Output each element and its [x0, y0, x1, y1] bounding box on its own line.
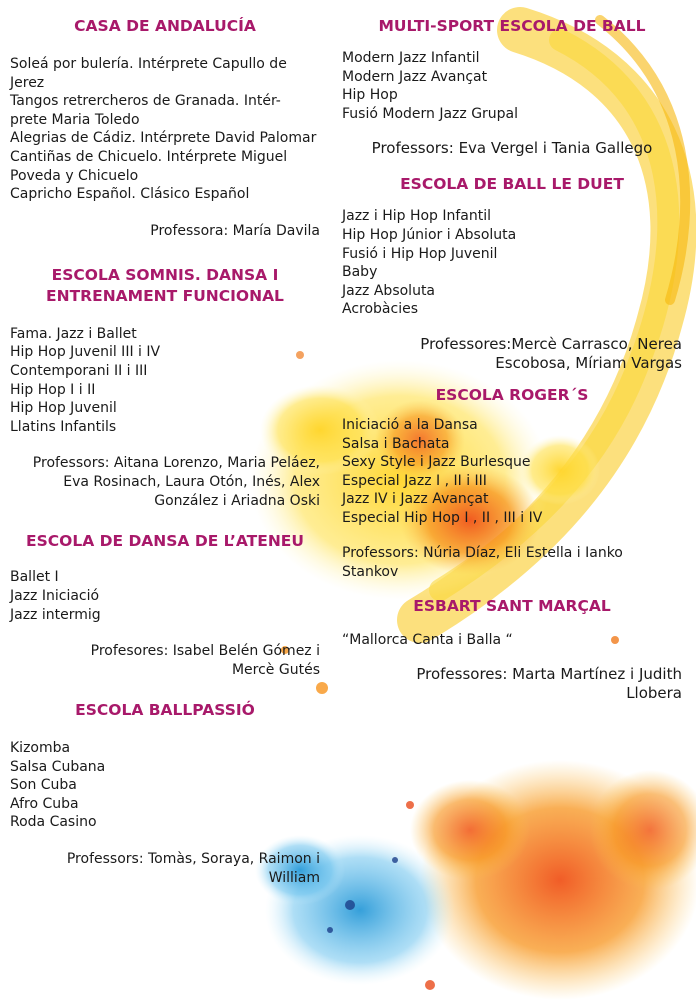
teacher-credit: Professors: Tomàs, Soraya, Raimon i William — [66, 851, 320, 887]
list-item: Jazz IV i Jazz Avançat — [342, 491, 489, 508]
list-item: Llatins Infantils — [10, 418, 117, 435]
section-le-duet — [342, 174, 682, 373]
class-list — [342, 49, 682, 123]
teacher-credit: Professora: María Davila — [150, 222, 320, 239]
teacher-credit: Professores:Mercè Carrasco, Nerea Escobosa, Míriam Vargas — [420, 334, 682, 372]
list-item: Contemporani II i III — [10, 362, 148, 379]
left-column — [10, 16, 320, 888]
section-heading: MULTI-SPORT ESCOLA DE BALL — [378, 17, 646, 35]
list-item: Cantiñas de Chicuelo. Intérprete Miguel Poveda y Chicuelo — [10, 148, 288, 184]
list-item: Hip Hop Juvenil — [10, 400, 117, 417]
teacher-credit: Professors: Aitana Lorenzo, Maria Peláez, Eva Rosinach, Laura Otón, Inés, Alex González i Ariadna Oski — [32, 455, 320, 510]
list-item: Afro Cuba — [10, 795, 79, 812]
section-esbart-sant-marcal — [342, 596, 682, 704]
list-item: Kizomba — [10, 740, 71, 757]
section-heading: CASA DE ANDALUCÍA — [74, 17, 256, 35]
list-item: Jazz i Hip Hop Infantil — [342, 208, 492, 225]
list-item: Ballet I — [10, 569, 59, 586]
list-item: Sexy Style i Jazz Burlesque — [342, 454, 531, 471]
list-item: Modern Jazz Avançat — [342, 68, 488, 85]
list-item: Baby — [342, 264, 378, 281]
list-item: “Mallorca Canta i Balla “ — [342, 631, 513, 648]
list-item: Roda Casino — [10, 814, 97, 831]
section-escola-rogers — [342, 385, 682, 582]
section-casa-de-andalucia — [10, 16, 320, 241]
list-item: Acrobàcies — [342, 301, 419, 318]
list-item: Salsa i Bachata — [342, 435, 450, 452]
list-item: Salsa Cubana — [10, 758, 106, 775]
class-list — [10, 568, 320, 624]
list-item: Alegrias de Cádiz. Intérprete David Palomar — [10, 130, 317, 147]
teacher-credit: Professores: Marta Martínez i Judith Llobera — [416, 665, 682, 703]
list-item: Fusió Modern Jazz Grupal — [342, 105, 519, 122]
list-item: Son Cuba — [10, 777, 77, 794]
list-item: Jazz intermig — [10, 606, 101, 623]
list-item: Soleá por bulería. Intérprete Capullo de Jerez — [10, 56, 287, 91]
list-item: Hip Hop — [342, 87, 398, 104]
section-escola-somnis — [10, 265, 320, 512]
section-escola-ateneu — [10, 531, 320, 680]
section-heading: ESCOLA ROGER´S — [435, 385, 589, 404]
teacher-credit: Professors: Núria Díaz, Eli Estella i Ianko Stankov — [342, 544, 623, 580]
section-heading: ESCOLA DE DANSA DE L’ATENEU — [26, 532, 304, 551]
class-list — [342, 207, 682, 319]
right-column — [342, 16, 682, 703]
section-escola-ballpassio — [10, 700, 320, 888]
class-list — [10, 55, 320, 204]
section-heading: ESCOLA SOMNIS. DANSA I ENTRENAMENT FUNCIONAL — [46, 265, 284, 305]
teacher-credit: Profesores: Isabel Belén Gómez i Mercè Gutés — [90, 643, 320, 679]
list-item: Hip Hop Júnior i Absoluta — [342, 226, 517, 243]
list-item: Fusió i Hip Hop Juvenil — [342, 245, 498, 262]
list-item: Hip Hop I i II — [10, 381, 96, 398]
list-item: Jazz Absoluta — [342, 282, 436, 299]
section-multi-sport — [342, 16, 682, 158]
list-item: Jazz Iniciació — [10, 587, 100, 604]
section-heading: ESCOLA DE BALL LE DUET — [400, 175, 624, 194]
class-list — [10, 739, 320, 832]
section-heading: ESCOLA BALLPASSIÓ — [75, 701, 255, 720]
list-item: Hip Hop Juvenil III i IV — [10, 344, 161, 361]
list-item: Especial Hip Hop I , II , III i IV — [342, 509, 543, 526]
list-item: Tangos retrercheros de Granada. Intér- prete Maria Toledo — [10, 93, 281, 128]
class-list — [10, 325, 320, 437]
section-heading: ESBART SANT MARÇAL — [413, 596, 611, 615]
teacher-credit: Professors: Eva Vergel i Tania Gallego — [371, 139, 653, 158]
list-item: Especial Jazz I , II i III — [342, 472, 487, 489]
list-item: Capricho Español. Clásico Español — [10, 186, 250, 203]
class-list — [342, 631, 682, 650]
list-item: Fama. Jazz i Ballet — [10, 325, 137, 342]
class-list — [342, 416, 682, 528]
list-item: Modern Jazz Infantil — [342, 50, 480, 66]
list-item: Iniciació a la Dansa — [342, 416, 478, 433]
